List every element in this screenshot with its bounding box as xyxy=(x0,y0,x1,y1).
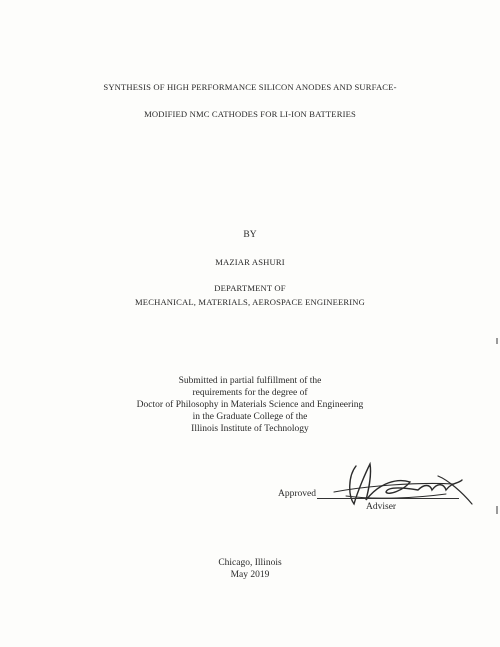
adviser-signature xyxy=(326,452,476,512)
submission-line-2: requirements for the degree of xyxy=(192,388,308,398)
submission-date: May 2019 xyxy=(230,570,270,580)
scan-edge-mark xyxy=(496,338,498,344)
adviser-label: Adviser xyxy=(366,502,397,512)
signature-line xyxy=(317,498,459,499)
approved-label: Approved xyxy=(278,489,316,499)
thesis-title-line-1: SYNTHESIS OF HIGH PERFORMANCE SILICON ANODES AND SURFACE- xyxy=(103,82,397,92)
thesis-title-line-2: MODIFIED NMC CATHODES FOR LI-ION BATTERIES xyxy=(144,109,356,119)
submission-line-3: Doctor of Philosophy in Materials Science and Engineering xyxy=(136,400,364,410)
scan-edge-mark xyxy=(496,506,498,514)
department-label: DEPARTMENT OF xyxy=(214,283,286,293)
by-label: BY xyxy=(243,230,257,240)
submission-line-4: in the Graduate College of the xyxy=(192,412,308,422)
department-name: MECHANICAL, MATERIALS, AEROSPACE ENGINEERING xyxy=(135,297,365,307)
location: Chicago, Illinois xyxy=(218,558,282,568)
submission-line-5: Illinois Institute of Technology xyxy=(191,424,309,434)
author-name: MAZIAR ASHURI xyxy=(215,257,285,267)
submission-line-1: Submitted in partial fulfillment of the xyxy=(178,376,322,386)
